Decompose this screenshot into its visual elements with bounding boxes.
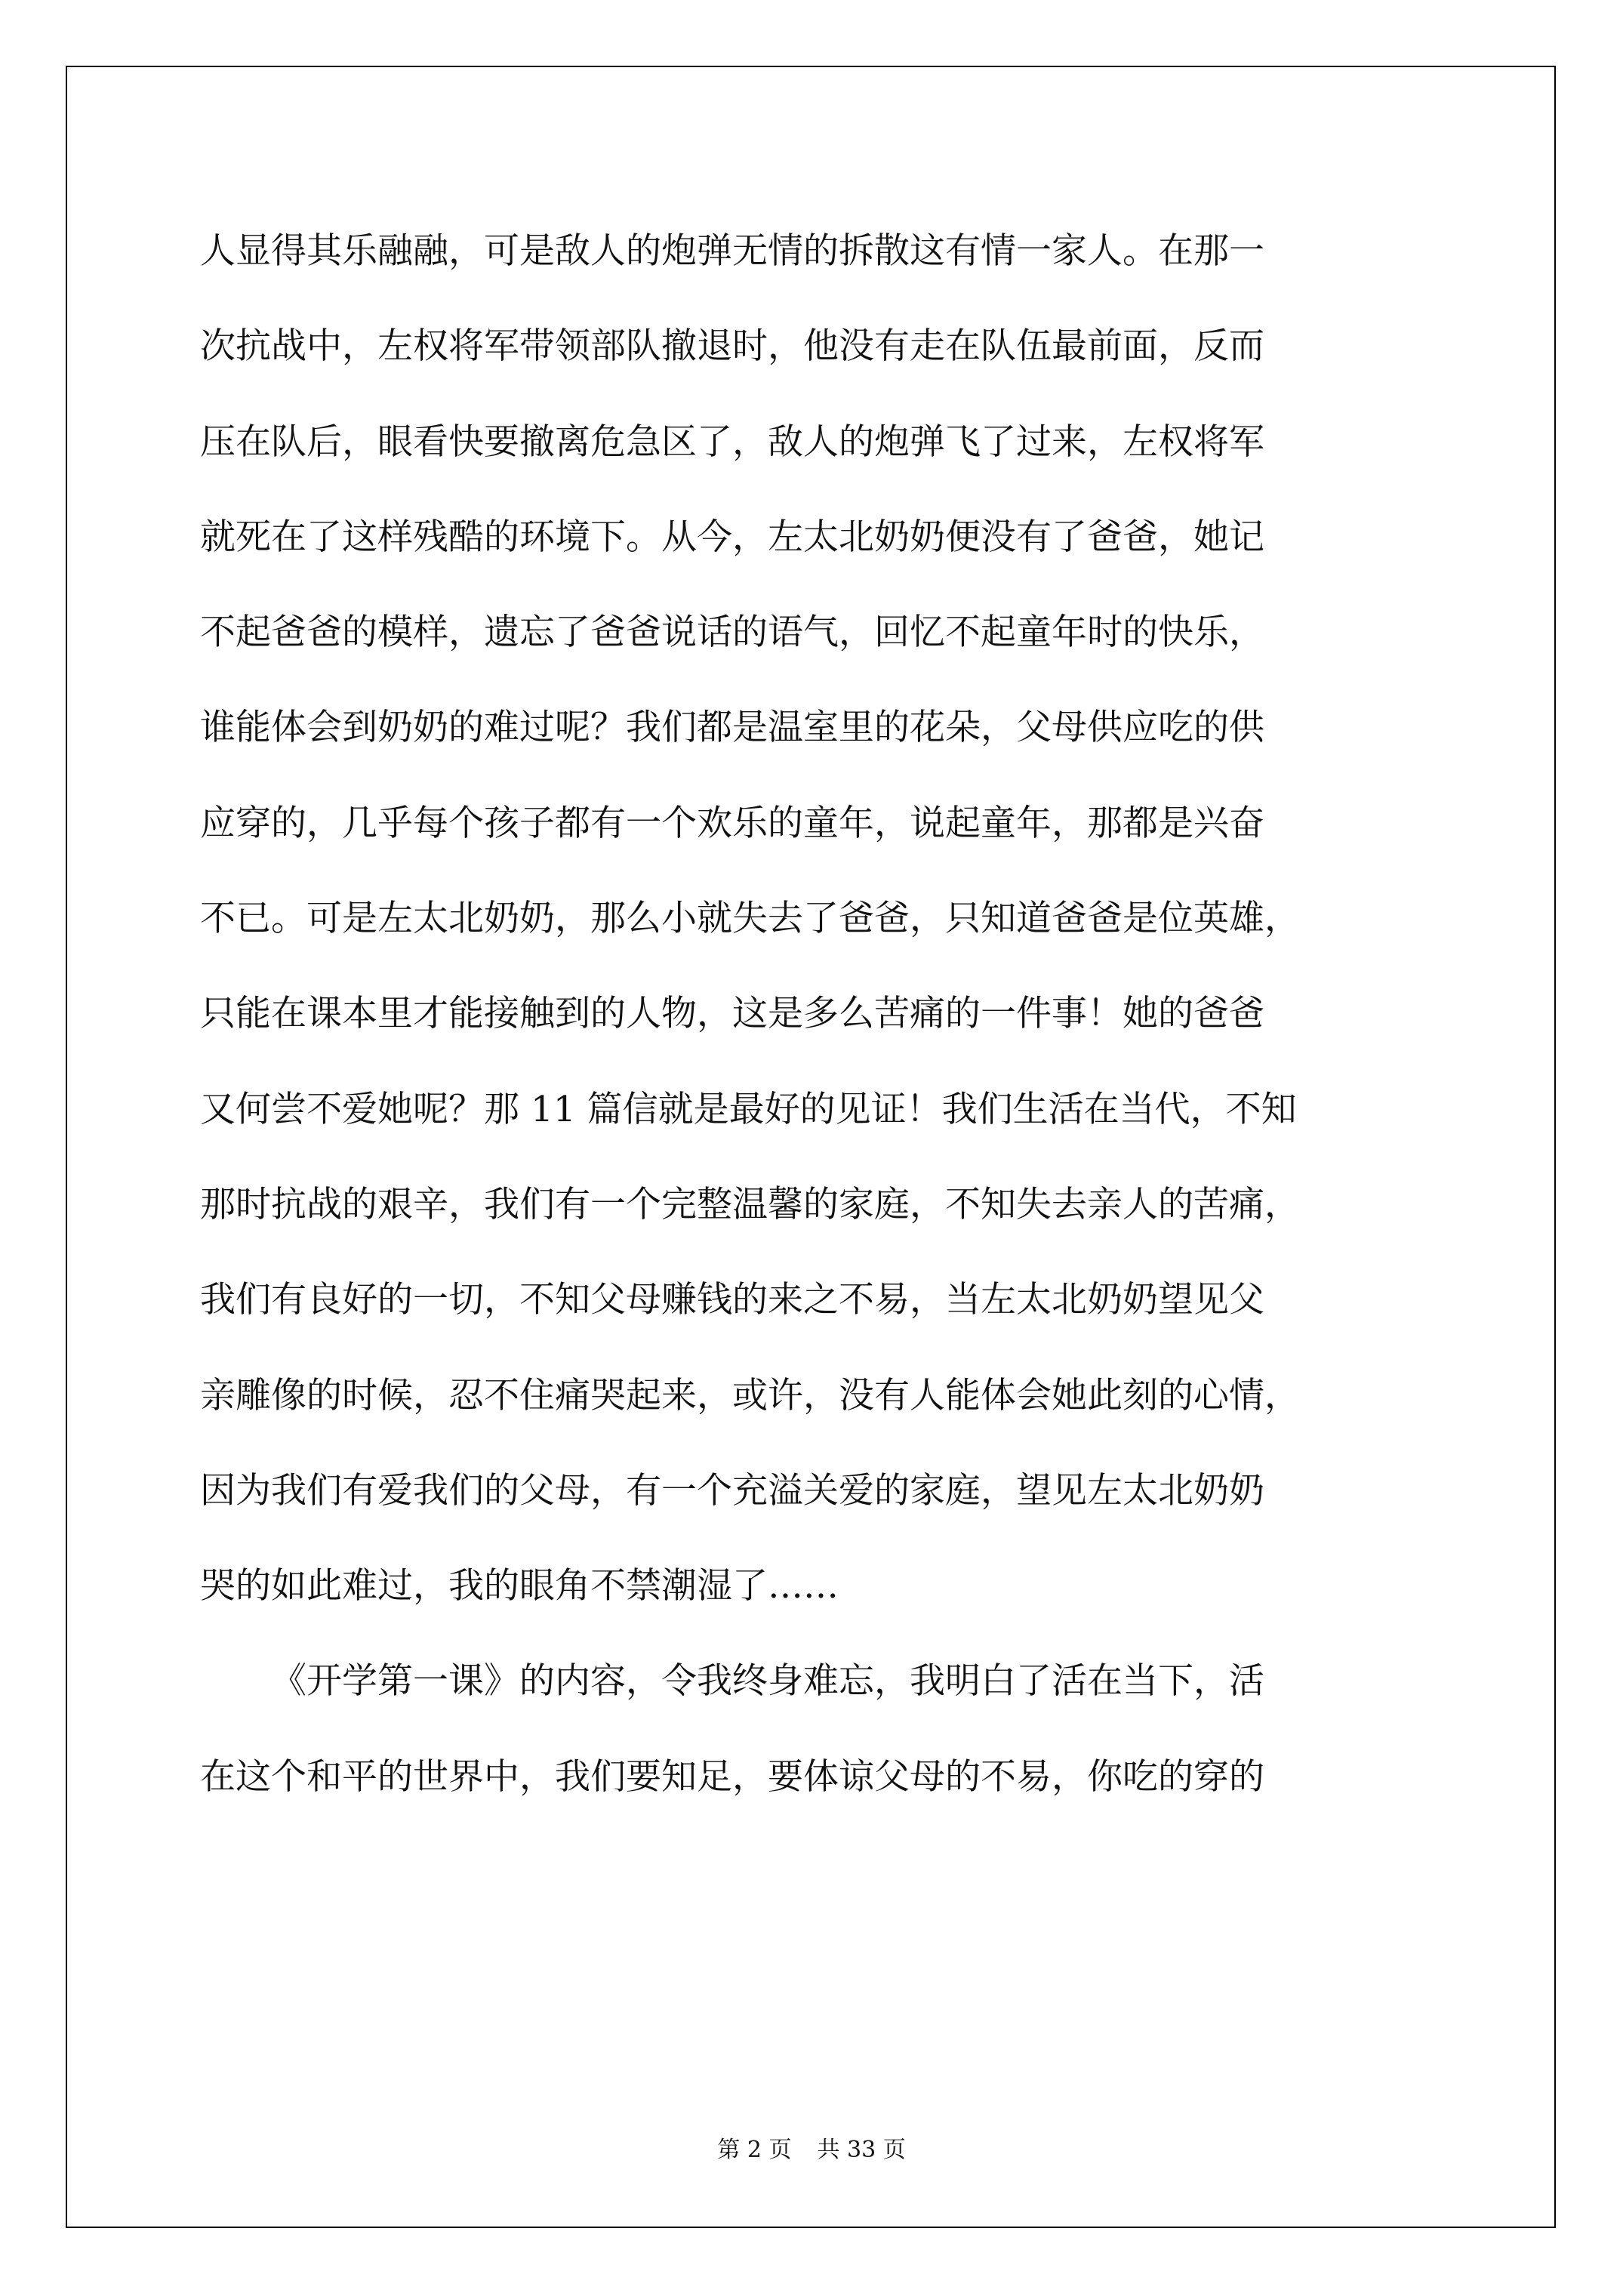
text-line: 就死在了这样残酷的环境下。从今，左太北奶奶便没有了爸爸，她记: [200, 516, 1264, 558]
text-line: 在这个和平的世界中，我们要知足，要体谅父母的不易，你吃的穿的: [200, 1755, 1264, 1798]
paragraph-start-line: 《开学第一课》的内容，令我终身难忘，我明白了活在当下，活: [271, 1660, 1264, 1703]
page-footer: [0, 2131, 1623, 2164]
document-body: [200, 204, 1453, 1825]
text-line: 又何尝不爱她呢？那 11 篇信就是最好的见证！我们生活在当代，不知: [200, 1088, 1297, 1130]
page-total: 共 33 页: [817, 2137, 906, 2163]
text-line: 压在队后，眼看快要撤离危急区了，敌人的炮弹飞了过来，左权将军: [200, 421, 1264, 463]
text-line: 应穿的，几乎每个孩子都有一个欢乐的童年，说起童年，那都是兴奋: [200, 802, 1264, 844]
page-number: 第 2 页: [717, 2137, 792, 2163]
text-line: 只能在课本里才能接触到的人物，这是多么苦痛的一件事！她的爸爸: [200, 993, 1264, 1035]
text-line: 不起爸爸的模样，遗忘了爸爸说话的语气，回忆不起童年时的快乐，: [200, 612, 1264, 654]
text-line: 人显得其乐融融，可是敌人的炮弹无情的拆散这有情一家人。在那一: [200, 230, 1264, 272]
text-line: 次抗战中，左权将军带领部队撤退时，他没有走在队伍最前面，反而: [200, 325, 1264, 368]
text-line: 哭的如此难过，我的眼角不禁潮湿了……: [200, 1565, 839, 1607]
text-line: 我们有良好的一切，不知父母赚钱的来之不易，当左太北奶奶望见父: [200, 1279, 1264, 1321]
text-line: 亲雕像的时候，忍不住痛哭起来，或许，没有人能体会她此刻的心情，: [200, 1374, 1300, 1416]
text-line: 那时抗战的艰辛，我们有一个完整温馨的家庭，不知失去亲人的苦痛，: [200, 1183, 1300, 1225]
text-line: 谁能体会到奶奶的难过呢？我们都是温室里的花朵，父母供应吃的供: [200, 707, 1264, 749]
text-line: 不已。可是左太北奶奶，那么小就失去了爸爸，只知道爸爸是位英雄，: [200, 898, 1300, 940]
text-line: 因为我们有爱我们的父母，有一个充溢关爱的家庭，望见左太北奶奶: [200, 1469, 1264, 1512]
